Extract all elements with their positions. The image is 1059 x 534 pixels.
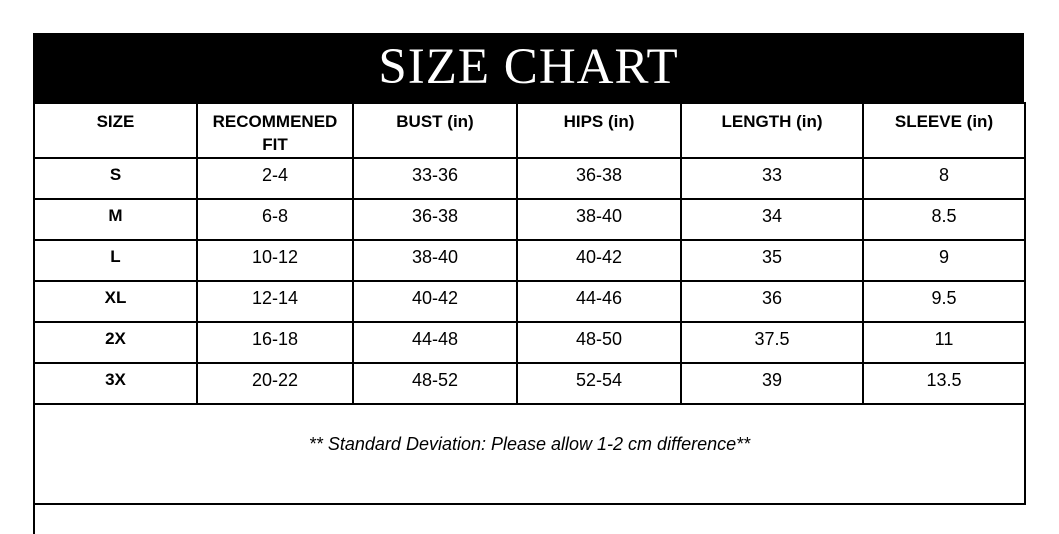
table-row-2x — [34, 322, 1025, 363]
cell-length: 36 — [681, 281, 863, 322]
size-table — [33, 102, 1026, 505]
cell-size: XL — [34, 281, 197, 322]
cell-fit: 16-18 — [197, 322, 353, 363]
column-header-bust: BUST (in) — [353, 103, 517, 158]
cell-hips: 40-42 — [517, 240, 681, 281]
cell-length: 37.5 — [681, 322, 863, 363]
cell-hips: 44-46 — [517, 281, 681, 322]
cell-hips: 48-50 — [517, 322, 681, 363]
cell-length: 33 — [681, 158, 863, 199]
cell-fit: 12-14 — [197, 281, 353, 322]
cell-fit: 6-8 — [197, 199, 353, 240]
table-header-row — [34, 103, 1025, 158]
page-title: SIZE CHART — [378, 39, 679, 95]
cell-bust: 36-38 — [353, 199, 517, 240]
cell-size: M — [34, 199, 197, 240]
cell-hips: 38-40 — [517, 199, 681, 240]
cell-sleeve: 13.5 — [863, 363, 1025, 404]
cell-bust: 40-42 — [353, 281, 517, 322]
cell-length: 34 — [681, 199, 863, 240]
cell-fit: 20-22 — [197, 363, 353, 404]
cell-sleeve: 8 — [863, 158, 1025, 199]
cell-bust: 33-36 — [353, 158, 517, 199]
table-row-s — [34, 158, 1025, 199]
cell-length: 35 — [681, 240, 863, 281]
cell-length: 39 — [681, 363, 863, 404]
cell-sleeve: 11 — [863, 322, 1025, 363]
table-row-l — [34, 240, 1025, 281]
cell-sleeve: 9.5 — [863, 281, 1025, 322]
column-header-length: LENGTH (in) — [681, 103, 863, 158]
cell-size: L — [34, 240, 197, 281]
cell-fit: 2-4 — [197, 158, 353, 199]
cell-hips: 52-54 — [517, 363, 681, 404]
column-header-sleeve: SLEEVE (in) — [863, 103, 1025, 158]
standard-deviation-note: ** Standard Deviation: Please allow 1-2 cm difference** — [34, 404, 1025, 504]
cell-bust: 44-48 — [353, 322, 517, 363]
cell-hips: 36-38 — [517, 158, 681, 199]
table-row-3x — [34, 363, 1025, 404]
cell-bust: 48-52 — [353, 363, 517, 404]
column-header-hips: HIPS (in) — [517, 103, 681, 158]
chart-title-banner — [33, 33, 1024, 102]
column-header-fit: RECOMMENED FIT — [197, 103, 353, 158]
cell-bust: 38-40 — [353, 240, 517, 281]
cell-sleeve: 9 — [863, 240, 1025, 281]
cell-fit: 10-12 — [197, 240, 353, 281]
table-row-xl — [34, 281, 1025, 322]
note-row — [34, 404, 1025, 504]
partial-bottom-row — [33, 505, 1024, 534]
table-row-m — [34, 199, 1025, 240]
column-header-size: SIZE — [34, 103, 197, 158]
cell-size: S — [34, 158, 197, 199]
cell-size: 2X — [34, 322, 197, 363]
size-chart — [33, 33, 1024, 534]
cell-size: 3X — [34, 363, 197, 404]
cell-sleeve: 8.5 — [863, 199, 1025, 240]
